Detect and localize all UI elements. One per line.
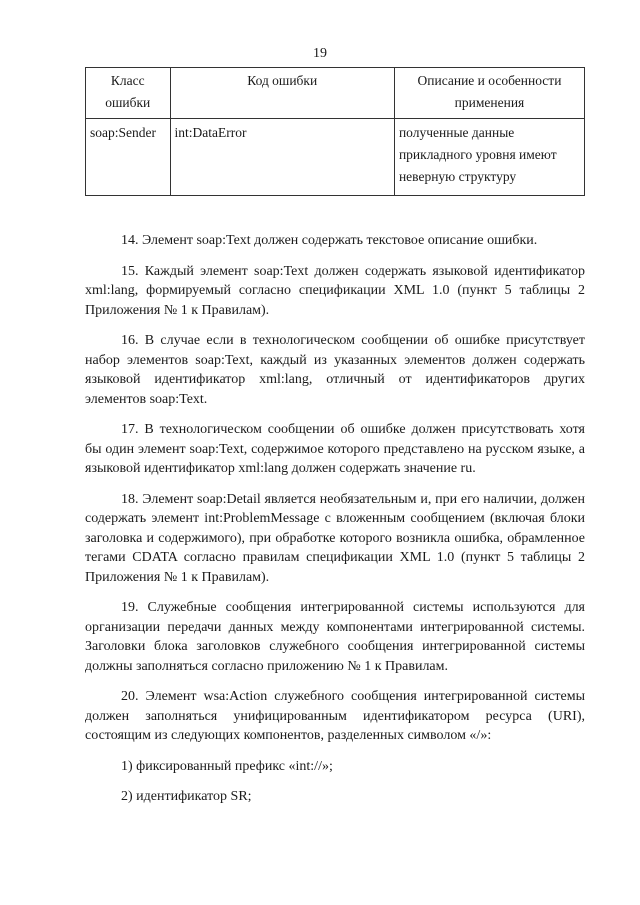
page-number: 19 <box>313 46 327 61</box>
paragraph-19: 19. Служебные сообщения интегрированной системы используются для организации передачи данных между компонентами интегрированной системы. Заголовки блока заголовков служебного сообщения интегрированной системы должны заполняться согласно приложению № 1 к Правилам. <box>85 600 585 674</box>
cell-error-code: int:DataError <box>170 119 394 196</box>
table-header-row <box>86 68 585 119</box>
paragraph-14: 14. Элемент soap:Text должен содержать текстовое описание ошибки. <box>121 233 538 248</box>
cell-error-class: soap:Sender <box>86 119 171 196</box>
header-description: Описание и особенности применения <box>394 68 584 119</box>
paragraph-16: 16. В случае если в технологическом сообщении об ошибке присутствует набор элементов soap:Text, каждый из указанных элементов должен содержать языковой идентификатор xml:lang, отличный от идентификаторов других элементов soap:Text. <box>85 333 585 407</box>
list-item-2: 2) идентификатор SR; <box>121 789 252 804</box>
cell-description: полученные данные прикладного уровня имеют неверную структуру <box>394 119 584 196</box>
paragraph-20: 20. Элемент wsa:Action служебного сообщения интегрированной системы должен заполняться унифицированным идентификатором ресурса (URI), состоящим из следующих компонентов, разделенных символом «/»: <box>85 689 585 743</box>
list-item-1: 1) фиксированный префикс «int://»; <box>121 758 333 774</box>
paragraph-15: 15. Каждый элемент soap:Text должен содержать языковой идентификатор xml:lang, формируемый согласно спецификации XML 1.0 (пункт 5 таблицы 2 Приложения № 1 к Правилам). <box>85 263 585 318</box>
table-row <box>86 119 585 196</box>
paragraph-17: 17. В технологическом сообщении об ошибке должен присутствовать хотя бы один элемент soap:Text, содержимое которого представлено на русском языке, а языковой идентификатор xml:lang должен содержать значение ru. <box>85 422 585 476</box>
paragraph-18: 18. Элемент soap:Detail является необязательным и, при его наличии, должен содержать элемент int:ProblemMessage с вложенным сообщением (включая блоки заголовка и содержимого), при обработке которого возникла ошибка, обрамленное тегами CDATA согласно правилам спецификации XML 1.0 (пункт 5 таблицы 2 Приложения № 1 к Правилам). <box>85 491 585 585</box>
header-error-class: Класс ошибки <box>86 68 171 119</box>
error-table <box>85 67 585 196</box>
header-error-code: Код ошибки <box>170 68 394 119</box>
document-body <box>85 231 585 818</box>
